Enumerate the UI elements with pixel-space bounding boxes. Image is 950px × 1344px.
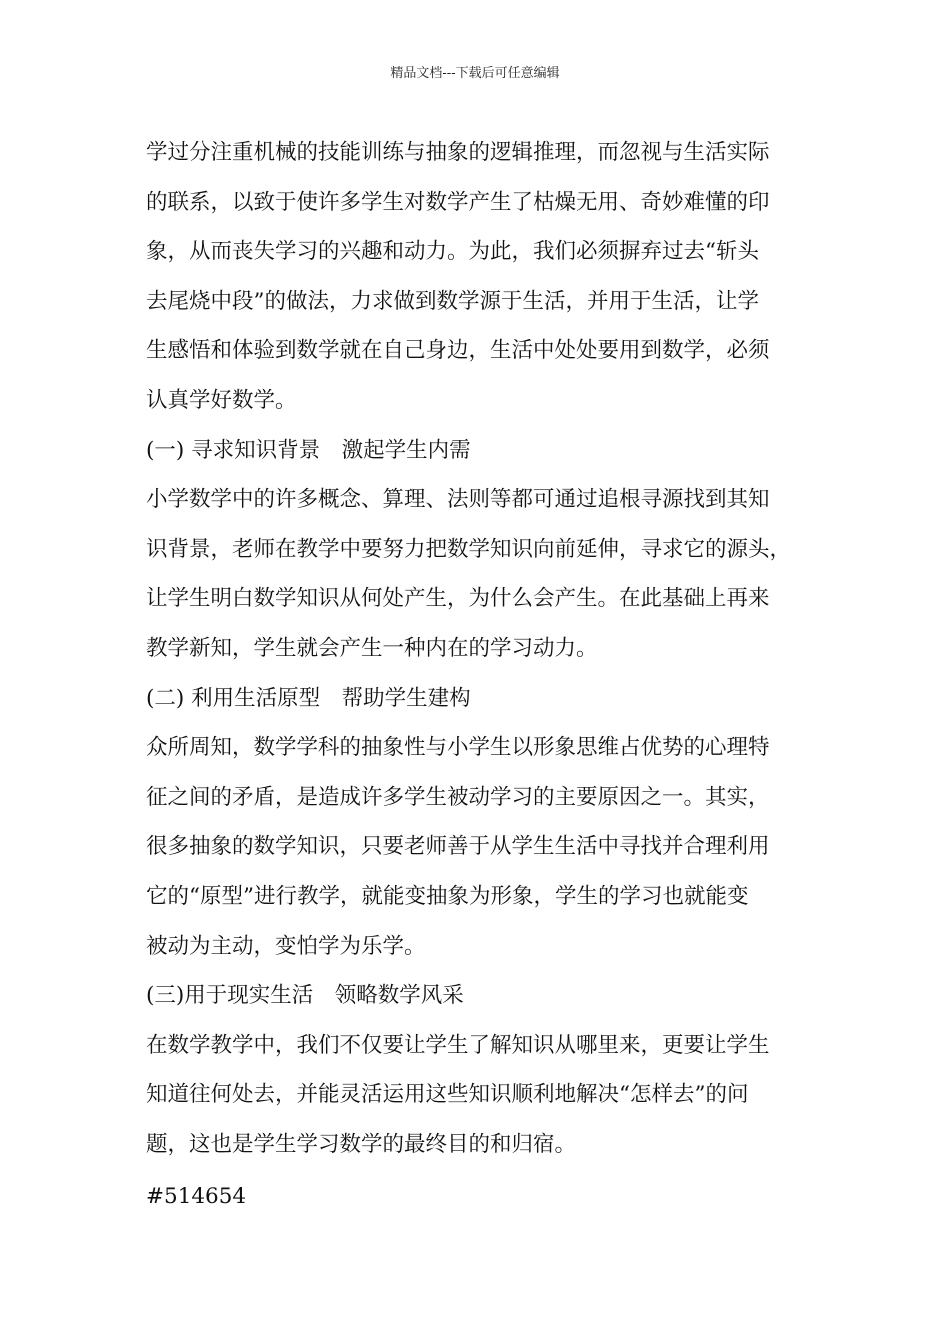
body-line: 识背景，老师在教学中要努力把数学知识向前延伸，寻求它的源头， <box>146 536 792 562</box>
section-heading: (二) 利用生活原型 帮助学生建构 <box>146 685 471 711</box>
body-line: 象，从而丧失学习的兴趣和动力。为此，我们必须摒弃过去“斩头 <box>146 239 759 265</box>
body-line: 在数学教学中，我们不仅要让学生了解知识从哪里来，更要让学生 <box>146 1032 770 1058</box>
section-heading: (三)用于现实生活 领略数学风采 <box>146 983 464 1009</box>
section-heading: (一) 寻求知识背景 激起学生内需 <box>146 437 471 463</box>
body-line: 征之间的矛盾，是造成许多学生被动学习的主要原因之一。其实， <box>146 784 770 810</box>
body-line: 认真学好数学。 <box>146 387 297 413</box>
body-line: 众所周知，数学学科的抽象性与小学生以形象思维占优势的心理特 <box>146 735 770 761</box>
body-line: 教学新知，学生就会产生一种内在的学习动力。 <box>146 635 598 661</box>
body-line: 题，这也是学生学习数学的最终目的和归宿。 <box>146 1131 577 1157</box>
document-body <box>146 128 826 1169</box>
document-id: #514654 <box>146 1184 247 1209</box>
body-line: 去尾烧中段”的做法，力求做到数学源于生活，并用于生活，让学 <box>146 288 759 314</box>
body-line: 它的“原型”进行教学，就能变抽象为形象，学生的学习也就能变 <box>146 883 749 909</box>
body-line: 学过分注重机械的技能训练与抽象的逻辑推理，而忽视与生活实际 <box>146 140 770 165</box>
body-line: 很多抽象的数学知识，只要老师善于从学生生活中寻找并合理利用 <box>146 834 770 860</box>
body-line: 知道往何处去，并能灵活运用这些知识顺利地解决“怎样去”的问 <box>146 1082 749 1108</box>
body-line: 的联系，以致于使许多学生对数学产生了枯燥无用、奇妙难懂的印 <box>146 189 770 215</box>
body-line: 生感悟和体验到数学就在自己身边，生活中处处要用到数学，必须 <box>146 338 770 364</box>
body-line: 被动为主动，变怕学为乐学。 <box>146 933 426 959</box>
page-header: 精品文档---下载后可任意编辑 <box>390 66 560 81</box>
body-line: 小学数学中的许多概念、算理、法则等都可通过追根寻源找到其知 <box>146 487 770 513</box>
body-line: 让学生明白数学知识从何处产生，为什么会产生。在此基础上再来 <box>146 586 770 612</box>
